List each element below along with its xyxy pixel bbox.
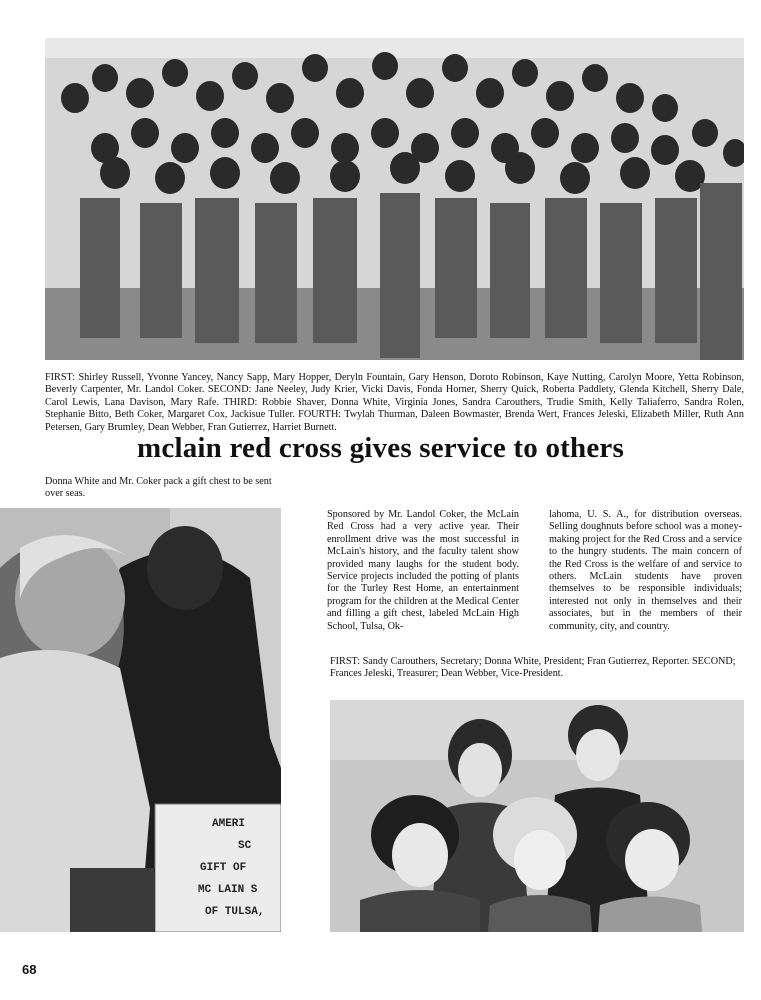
chest-label-line-1: AMERI <box>212 818 246 830</box>
headline: mclain red cross gives service to others <box>137 432 624 464</box>
chest-label-line-2: SC <box>238 840 252 852</box>
chest-label-line-3: GIFT OF <box>200 862 247 874</box>
page-number: 68 <box>22 962 37 977</box>
chest-label-line-5: OF TULSA, <box>205 906 265 918</box>
officers-photo <box>330 700 744 932</box>
coker-photo-caption: Donna White and Mr. Coker pack a gift chest to be sent over seas. <box>45 476 272 500</box>
gift-chest-photo <box>0 508 281 932</box>
chest-label-line-4: MC LAIN S <box>198 884 258 896</box>
group-photo <box>45 38 744 360</box>
article-column-1: Sponsored by Mr. Landol Coker, the McLain Red Cross had a very active year. Their enrollment drive was the most successful in McLain's history, and the faculty talent show provided many laughs for the student body. Service projects included the potting of plants for the Turley Rest Home, an entertainment program for the children at the Medical Center and filling a gift chest, labeled McLain High School, Tulsa, Ok- <box>327 509 519 632</box>
officers-photo-caption: FIRST: Sandy Carouthers, Secretary; Donna White, President; Fran Gutierrez, Reporter. SECOND; Frances Jeleski, Treasurer; Dean Webber, Vice-President. <box>330 656 736 680</box>
group-photo-caption: FIRST: Shirley Russell, Yvonne Yancey, Nancy Sapp, Mary Hopper, Deryln Fountain, Gary Henson, Doroto Robinson, Kaye Nutting, Carolyn Moore, Yetta Robinson, Beverly Carpenter, Mr. Landol Coker. SECOND: Jane Neeley, Judy Krier, Vicki Davis, Fonda Horner, Sherry Quick, Roberta Paddlety, Glenda Kitchell, Sherry Dale, Carol Lewis, Lana Davison, Mary Rafe. THIRD: Robbie Shaver, Donna White, Virginia Jones, Sandra Carouthers, Trudie Smith, Kelly Taliaferro, Sandra Rolen, Stephanie Bitto, Beth Coker, Margaret Cox, Jackisue Tuller. FOURTH: Twylah Thurman, Daleen Bowmaster, Brenda Wert, Frances Jeleski, Elizabeth Miller, Ruth Ann Petersen, Gary Brumley, Dean Webber, Fran Gutierrez, Harriet Burnett. <box>45 372 744 433</box>
article-column-2: lahoma, U. S. A., for distribution overseas. Selling doughnuts before school was a money-making project for the Red Cross and a service to the hungry students. The main concern of the Red Cross is the welfare of and service to others. McLain students have proven themselves to be responsible individuals; interested not only in themselves and their associates, but in the members of their community, city, and country. <box>549 509 742 632</box>
